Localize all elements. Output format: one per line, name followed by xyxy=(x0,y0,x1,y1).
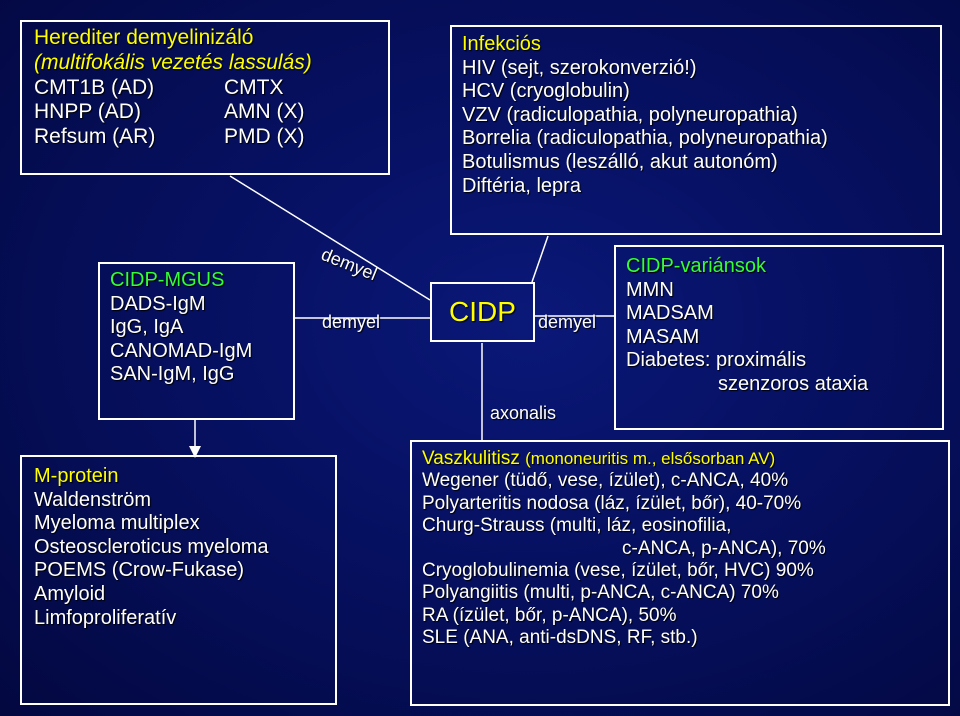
infections-item: HCV (cryoglobulin) xyxy=(462,80,630,103)
hereditary-row xyxy=(34,125,388,150)
hereditary-box xyxy=(20,20,390,175)
hereditary-subtitle: (multifokális vezetés lassulás) xyxy=(34,50,312,74)
demyel-right-label: demyel xyxy=(538,312,597,332)
vasculitis-heading xyxy=(422,448,948,470)
vasculitis-item: Cryoglobulinemia (vese, ízület, bőr, HVC) 90% xyxy=(422,560,814,582)
vasculitis-item-continuation: c-ANCA, p-ANCA), 70% xyxy=(622,537,826,559)
variants-item: MMN xyxy=(626,278,674,301)
variants-item: MADSAM xyxy=(626,302,714,325)
demyel-rotated-label: demyel xyxy=(318,244,380,285)
infections-box xyxy=(450,25,942,235)
mgus-title: CIDP-MGUS xyxy=(110,269,225,291)
variants-item-continuation: szenzoros ataxia xyxy=(718,372,869,395)
mgus-item: SAN-IgM, IgG xyxy=(110,363,235,386)
mprotein-item: Osteoscleroticus myeloma xyxy=(34,535,269,558)
hereditary-row-right: CMTX xyxy=(224,75,284,99)
mgus-item: CANOMAD-IgM xyxy=(110,339,253,362)
vasculitis-item: Polyarteritis nodosa (láz, ízület, bőr), 40-70% xyxy=(422,492,802,514)
infections-item: Botulismus (leszálló, akut autonóm) xyxy=(462,150,778,173)
mprotein-item: Amyloid xyxy=(34,582,106,605)
mgus-item: DADS-IgM xyxy=(110,292,206,315)
vasculitis-item: RA (ízület, bőr, p-ANCA), 50% xyxy=(422,604,677,626)
vasculitis-box xyxy=(410,440,950,706)
cidp-variants-box xyxy=(614,245,944,430)
infections-item: HIV (sejt, szerokonverzió!) xyxy=(462,56,697,79)
m-protein-box xyxy=(20,455,337,705)
demyel-left-label: demyel xyxy=(322,312,381,332)
vasculitis-item: Wegener (tüdő, vese, ízület), c-ANCA, 40% xyxy=(422,470,789,492)
infections-to-cidp-line xyxy=(532,236,548,282)
variants-item: Diabetes: proximális xyxy=(626,349,807,372)
infections-item: Diftéria, lepra xyxy=(462,174,581,197)
hereditary-row-left: HNPP (AD) xyxy=(34,100,141,124)
mprotein-item: Myeloma multiplex xyxy=(34,512,200,535)
hereditary-row-right: AMN (X) xyxy=(224,100,305,124)
hereditary-row xyxy=(34,76,388,101)
vasculitis-item: Polyangiitis (multi, p-ANCA, c-ANCA) 70% xyxy=(422,582,779,604)
vasculitis-title: Vaszkulitisz xyxy=(422,448,520,469)
cidp-center-box xyxy=(430,282,535,342)
mprotein-item: POEMS (Crow-Fukase) xyxy=(34,559,245,582)
hereditary-row-right: PMD (X) xyxy=(224,125,305,149)
vasculitis-item: Churg-Strauss (multi, láz, eosinofilia, xyxy=(422,515,732,537)
mprotein-title: M-protein xyxy=(34,465,119,487)
axonalis-label: axonalis xyxy=(490,403,557,423)
cidp-title: CIDP xyxy=(449,296,516,328)
cidp-mgus-box xyxy=(98,262,295,420)
hereditary-row-left: Refsum (AR) xyxy=(34,125,156,149)
mprotein-item: Limfoproliferatív xyxy=(34,606,177,629)
vasculitis-item: SLE (ANA, anti-dsDNS, RF, stb.) xyxy=(422,627,698,649)
infections-title: Infekciós xyxy=(462,33,541,55)
infections-item: VZV (radiculopathia, polyneuropathia) xyxy=(462,103,798,126)
variants-item: MASAM xyxy=(626,325,700,348)
hereditary-row-left: CMT1B (AD) xyxy=(34,75,155,99)
hereditary-title: Herediter demyelinizáló xyxy=(34,26,254,49)
variants-title: CIDP-variánsok xyxy=(626,255,767,277)
mprotein-item: Waldenström xyxy=(34,488,152,511)
vasculitis-title-note: (mononeuritis m., elsősorban AV) xyxy=(525,449,776,468)
infections-item: Borrelia (radiculopathia, polyneuropathia) xyxy=(462,127,828,150)
hereditary-row xyxy=(34,100,388,125)
mgus-item: IgG, IgA xyxy=(110,316,184,339)
